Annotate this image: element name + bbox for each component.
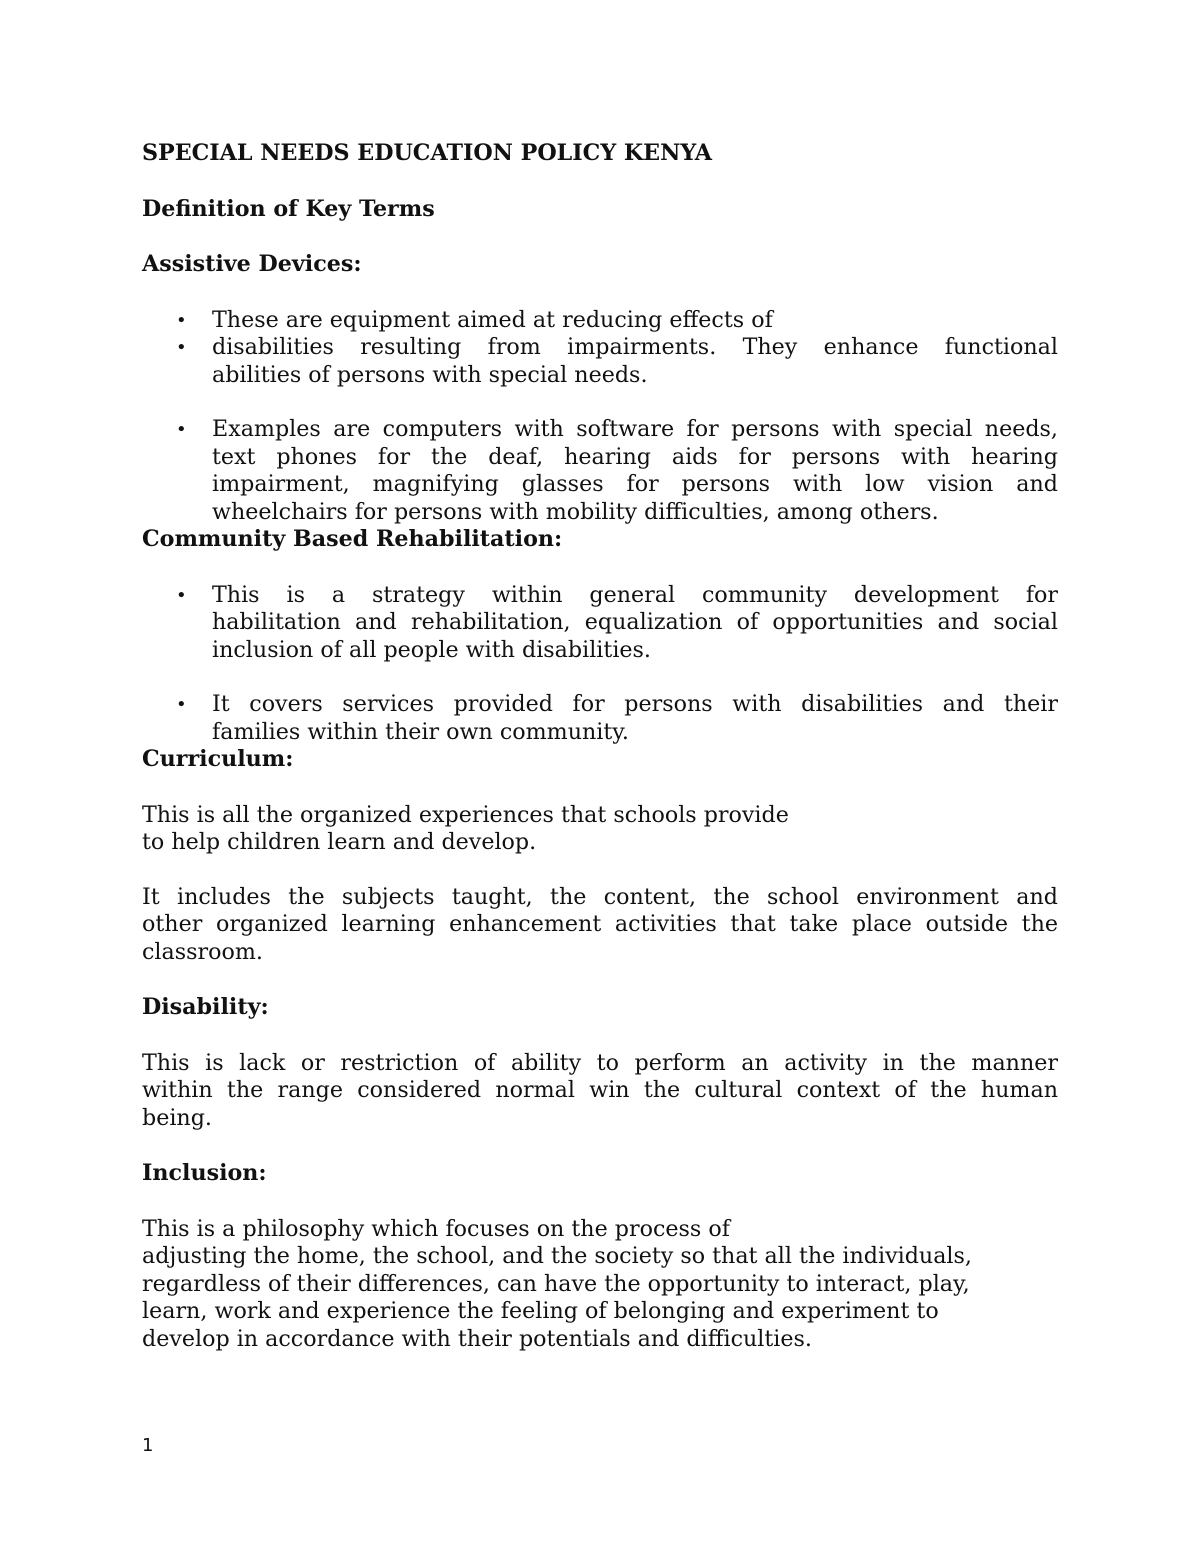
list-item: • These are equipment aimed at reducing effects of [176, 306, 773, 333]
list-item: • Examples are computers with software for persons with special needs, text phones for the deaf, hearing aids for persons with hearing impairment, magnifying glasses for persons with low vision and wheelchairs for persons with mobility difficulties, among others. [176, 416, 1058, 525]
cbr-list [142, 582, 1058, 747]
bullet-icon: • [176, 694, 187, 715]
section-subtitle-definitions: Definition of Key Terms [142, 195, 435, 222]
document-title: SPECIAL NEEDS EDUCATION POLICY KENYA [142, 140, 712, 166]
page-number: 1 [142, 1435, 154, 1456]
disability-paragraph: This is lack or restriction of ability to perform an activity in the manner within the range considered normal win the cultural context of the human being. [142, 1049, 1058, 1131]
heading-community-based-rehabilitation: Community Based Rehabilitation: [142, 526, 563, 552]
heading-assistive-devices: Assistive Devices: [142, 251, 362, 277]
bullet-icon: • [176, 584, 187, 606]
list-item: • disabilities resulting from impairments. They enhance functional abilities of persons with special needs. [176, 334, 1058, 388]
assistive-devices-list [142, 307, 1058, 527]
bullet-icon: • [176, 337, 187, 358]
curriculum-paragraph-2: It includes the subjects taught, the content, the school environment and other organized learning enhancement activities that take place outside the classroom. [142, 883, 1058, 965]
heading-disability: Disability: [142, 994, 269, 1020]
inclusion-paragraph: This is a philosophy which focuses on the process of adjusting the home, the school, and the society so that all the individuals, regardless of their differences, can have the opportunity to interact, play, learn, work and experience the feeling of belonging and experiment to develop in accordance with their potentials and difficulties. [142, 1215, 972, 1352]
heading-curriculum: Curriculum: [142, 746, 294, 772]
list-item: • It covers services provided for persons with disabilities and their families within their own community. [176, 691, 1058, 745]
list-item: • This is a strategy within general community development for habilitation and rehabilitation, equalization of opportunities and social inclusion of all people with disabilities. [176, 581, 1058, 663]
heading-inclusion: Inclusion: [142, 1160, 267, 1186]
bullet-icon: • [176, 309, 187, 331]
document-page [142, 140, 1058, 1380]
curriculum-paragraph-1: This is all the organized experiences that schools provide to help children learn and develop. [142, 801, 789, 855]
bullet-icon: • [176, 419, 187, 440]
